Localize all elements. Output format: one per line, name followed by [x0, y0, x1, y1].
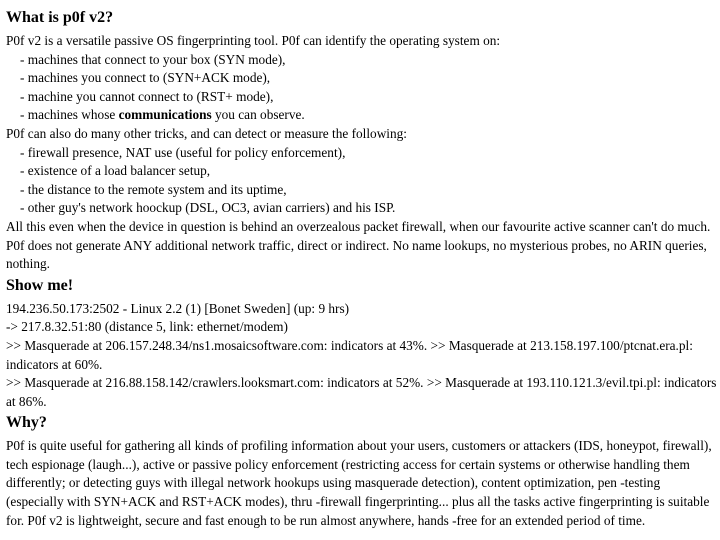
list-item-suffix: you can observe.	[211, 107, 305, 123]
list-item-prefix: - machines whose	[20, 107, 119, 123]
example-line: >> Masquerade at 216.88.158.142/crawlers.looksmart.com: indicators at 52%. >> Masquerade at 193.110.121.3/evil.tpi.pl: indicators at 86%.	[6, 375, 717, 409]
list-item: - machines that connect to your box (SYN mode),	[20, 51, 286, 67]
list-item	[6, 106, 718, 125]
list-item: - machines you connect to (SYN+ACK mode),	[20, 70, 271, 86]
closing-paragraph: All this even when the device in question is behind an overzealous packet firewall, when our favourite active scanner can't do much. P0f does not generate ANY additional network traffic, direct or indirect. No name lookups, no mysterious probes, no ARIN queries, nothing.	[6, 218, 711, 272]
section-heading-why: Why?	[6, 414, 47, 432]
example-line: -> 217.8.32.51:80 (distance 5, link: ethernet/modem)	[6, 319, 288, 335]
list-item: - the distance to the remote system and its uptime,	[20, 181, 287, 197]
list-item: - other guy's network hoockup (DSL, OC3, avian carriers) and his ISP.	[20, 200, 396, 216]
list-item: - existence of a load balancer setup,	[20, 163, 211, 179]
intro2-paragraph: P0f can also do many other tricks, and can detect or measure the following:	[6, 125, 407, 141]
section-heading-show-me: Show me!	[6, 276, 74, 294]
bold-word: communications	[118, 107, 212, 123]
list-item: - firewall presence, NAT use (useful for policy enforcement),	[20, 144, 346, 160]
why-paragraph: P0f is quite useful for gathering all kinds of profiling information about your users, customers or attackers (IDS, honeypot, firewall), tech espionage (laugh...), active or passive policy enforcement (restricting access for certain systems or otherwise handling them differently; or detecting guys with illegal network hookups using masquerade detection), content optimization, pen -testing (especially with SYN+ACK and RST+ACK modes), thru -firewall fingerprinting... plus all the tasks active fingerprinting is suitable for. P0f v2 is lightweight, secure and fast enough to be run almost anywhere, hands -free for an extended period of time.	[6, 438, 712, 528]
example-line: 194.236.50.173:2502 - Linux 2.2 (1) [Bonet Sweden] (up: 9 hrs)	[6, 300, 350, 316]
section-heading-what-is-p0f: What is p0f v2?	[6, 9, 114, 26]
list-item: - machine you cannot connect to (RST+ mode),	[20, 88, 274, 104]
intro-paragraph: P0f v2 is a versatile passive OS fingerprinting tool. P0f can identify the operating system on:	[6, 33, 501, 48]
example-line: >> Masquerade at 206.157.248.34/ns1.mosaicsoftware.com: indicators at 43%. >> Masquerade at 213.158.197.100/ptcnat.era.pl: indicators at 60%.	[6, 337, 693, 372]
